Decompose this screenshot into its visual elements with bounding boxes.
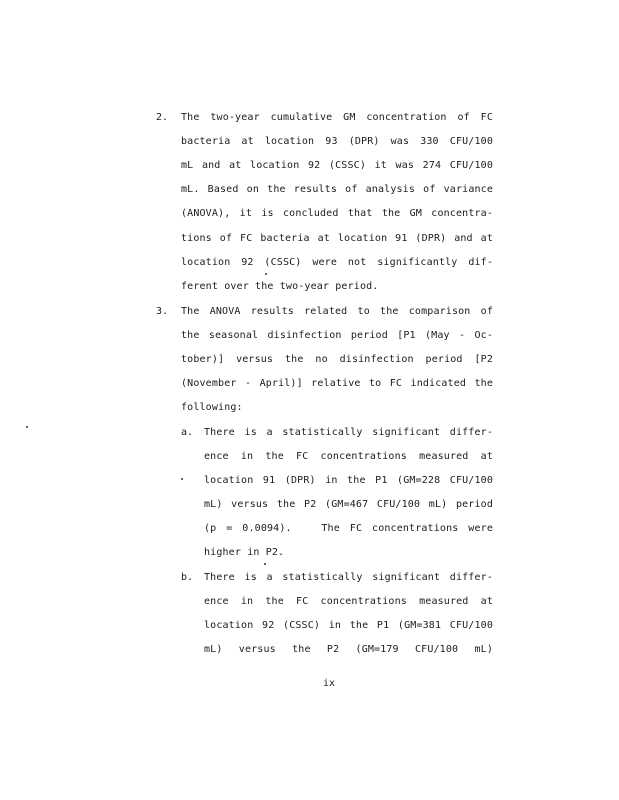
item-3-line-3: tober)] versus the no disinfection period [P2 [181, 354, 493, 365]
subitem-b-line-1: There is a statistically significant differ- [204, 572, 493, 583]
item-2-line-2: bacteria at location 93 (DPR) was 330 CFU/100 [181, 136, 493, 147]
page-number: ix [322, 678, 336, 689]
subitem-a-line-6: higher in P2. [204, 547, 285, 558]
item-3-line-2: the seasonal disinfection period [P1 (May - Oc- [181, 330, 493, 341]
scan-speck [26, 426, 28, 428]
item-3-line-5: following: [181, 402, 243, 413]
subitem-a-line-2: ence in the FC concentrations measured at [204, 451, 493, 462]
item-2-line-1: The two-year cumulative GM concentration of FC [181, 112, 493, 123]
subitem-a-line-3: location 91 (DPR) in the P1 (GM=228 CFU/100 [204, 475, 493, 486]
item-2-line-3: mL and at location 92 (CSSC) it was 274 CFU/100 [181, 160, 493, 171]
subitem-b-line-4: mL) versus the P2 (GM=179 CFU/100 mL) [204, 644, 493, 655]
item-3-line-1: The ANOVA results related to the comparison of [181, 306, 493, 317]
item-2-line-6: tions of FC bacteria at location 91 (DPR) and at [181, 233, 493, 244]
subitem-a-line-1: There is a statistically significant differ- [204, 427, 493, 438]
subitem-a-line-4: mL) versus the P2 (GM=467 CFU/100 mL) period [204, 499, 493, 510]
item-2-line-4: mL. Based on the results of analysis of variance [181, 184, 493, 195]
item-number: 3. [156, 306, 169, 317]
item-2-line-8: ferent over the two-year period. [181, 281, 379, 292]
scan-speck [181, 478, 183, 480]
subitem-a-line-5: (p = 0.0094). The FC concentrations were [204, 523, 493, 534]
item-2-line-5: (ANOVA), it is concluded that the GM concentra- [181, 208, 493, 219]
subitem-b-line-2: ence in the FC concentrations measured at [204, 596, 493, 607]
subitem-letter: b. [181, 572, 194, 583]
scan-speck [264, 563, 266, 565]
subitem-b-line-3: location 92 (CSSC) in the P1 (GM=381 CFU/100 [204, 620, 493, 631]
scan-speck [265, 273, 267, 275]
item-3-line-4: (November - April)] relative to FC indicated the [181, 378, 493, 389]
item-number: 2. [156, 112, 169, 123]
subitem-letter: a. [181, 427, 194, 438]
item-2-line-7: location 92 (CSSC) were not significantly dif- [181, 257, 493, 268]
